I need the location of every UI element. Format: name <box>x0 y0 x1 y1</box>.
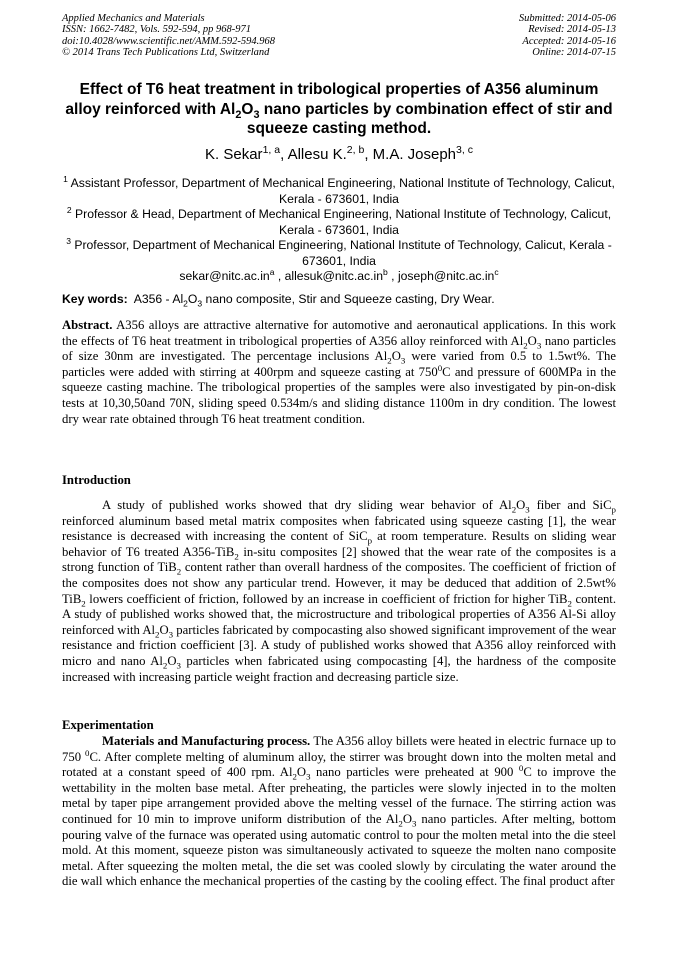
journal-name: Applied Mechanics and Materials <box>62 13 205 24</box>
accepted-date: Accepted: 2014-05-16 <box>522 35 616 47</box>
author-name: Allesu K. <box>287 146 347 163</box>
journal-info <box>62 13 275 59</box>
keywords-line: Key words: $A356 - Al_2O_3$ nano composite, Stir and Squeeze casting, Dry Wear. <box>62 292 495 309</box>
experimentation-heading: Experimentation <box>62 718 154 732</box>
submitted-date: Submitted: 2014-05-06 <box>518 13 616 24</box>
affiliation-1: $^1$ Assistant Professor, Department of Mechanical Engineering, National Institute of Technology, Calicut, Kerala - 673601, India <box>63 173 615 206</box>
keywords-label: Key words: <box>62 292 128 306</box>
author-name: K. Sekar <box>205 146 263 163</box>
affiliation-3: $^3$ Professor, Department of Mechanical Engineering, National Institute of Technology, Calicut, Kerala - 673601, India <box>66 235 612 268</box>
introduction-heading: Introduction <box>62 473 131 487</box>
email-link[interactable]: allesuk@nitc.ac.in <box>284 269 384 283</box>
issn-line: ISSN: 1662-7482, Vols. 592-594, pp 968-971 <box>62 24 251 36</box>
revised-date: Revised: 2014-05-13 <box>528 24 616 36</box>
introduction-paragraph: A study of published works showed that dry sliding wear behavior of $Al_2O_3$ fiber and SiC$_p$ reinforced aluminum based metal matrix composites when fabricated using squeeze casting [1], the wear resistance is decreased with increasing the content of SiC$_p$ at room temperature. Results on sliding wear behavior of T6 treated A356-TiB$_2$ in-situ composites [2] showed that the wear rate of the composites is a strong function of TiB$_2$ content rather than overall hardness of the composites. The coefficient of friction of the composites does not show any particular trend. However, it may be deduced that addition of 2.5wt% TiB$_2$ lowers coefficient of friction, followed by an increase in coefficient of friction for higher TiB$_2$ content. A study of published works showed that, the microstructure and tribological properties of A356 Al-Si alloy reinforced with $Al_2O_3$ particles fabricated by compocasting also showed significant improvement of the wear resistance and friction coefficient [3]. A study of published works showed that A356 alloy reinforced with micro and nano $Al_2O_3$ particles when fabricated using compocasting [4], the hardness of the composite increased with increasing particle weight fraction and decreasing particle size. <box>62 498 617 684</box>
subsection-heading: Materials and Manufacturing process. <box>102 734 311 748</box>
doi-line: doi:10.4028/www.scientific.net/AMM.592-594.968 <box>62 35 275 47</box>
author-emails: $sekar@nitc.ac.in^a$ , $allesuk@nitc.ac.in^b$ , $joseph@nitc.ac.in^c$ <box>179 266 499 283</box>
affiliation-2: $^2$ Professor & Head, Department of Mechanical Engineering, National Institute of Technology, Calicut, Kerala - 673601, India <box>66 204 612 237</box>
email-link[interactable]: joseph@nitc.ac.in <box>397 269 495 283</box>
copyright-line: © 2014 Trans Tech Publications Ltd, Switzerland <box>62 47 270 59</box>
abstract-paragraph: Abstract. A356 alloys are attractive alternative for automotive and aeronautical applications. In this work the effects of T6 heat treatment in tribological properties of A356 alloy reinforced with $Al_2O_3$ nano particles of size 30nm are investigated. The percentage inclusions $Al_2O_3$ were varied from 0.5 to 1.5wt%. The particles were added with stirring at 400rpm and squeeze casting at $750^0C$ and pressure of 600MPa in the squeeze casting machine. The tribological properties of the samples were also investigated by pin-on-disk tests at 10,30,50and 70N, sliding speed 0.534m/s and sliding distance 1100m in dry condition. The lowest dry wear rate obtained through T6 heat treatment condition. <box>62 318 616 426</box>
paper-title: Effect of T6 heat treatment in tribological properties of A356 aluminum alloy reinforced with $Al_2O_3$ nano particles by combination effect of stir and squeeze casting method. <box>65 81 613 137</box>
publication-dates <box>519 13 616 59</box>
abstract-label: Abstract. <box>62 318 113 332</box>
author-name: M.A. Joseph <box>372 146 457 163</box>
affiliations <box>62 173 616 285</box>
online-date: Online: 2014-07-15 <box>532 47 616 59</box>
experimentation-paragraph: Materials and Manufacturing process. The A356 alloy billets were heated in electric furnace up to 750 $^0$C. After complete melting of aluminum alloy, the stirrer was brought down into the molten metal and rotated at a constant speed of 400 rpm. $Al_2O_3$ nano particles were preheated at 900 $^0$C to improve the wettability in the molten base metal. After preheating, the particles were slowly injected in to the molten metal by taper pipe arrangement provided above the melting vessel of the furnace. The stirring action was continued for 10 min to improve uniform distribution of the $Al_2O_3$ nano particles. After melting, bottom pouring valve of the furnace was operated using automatic control to pour the molten metal into the die steel mold. At this moment, squeeze piston was simultaneously activated to squeeze the molten nano composite metal. After squeezing the molten metal, the die set was cooled slowly by circulating the water around the die wall which enhance the mechanical properties of the casting by the cooling effect. The final product after <box>62 734 616 889</box>
email-link[interactable]: sekar@nitc.ac.in <box>179 269 270 283</box>
author-list: K. Sekar$^{1, a}$, Allesu K.$^{2, b}$, M.A. Joseph$^{3, c}$ <box>205 144 473 163</box>
